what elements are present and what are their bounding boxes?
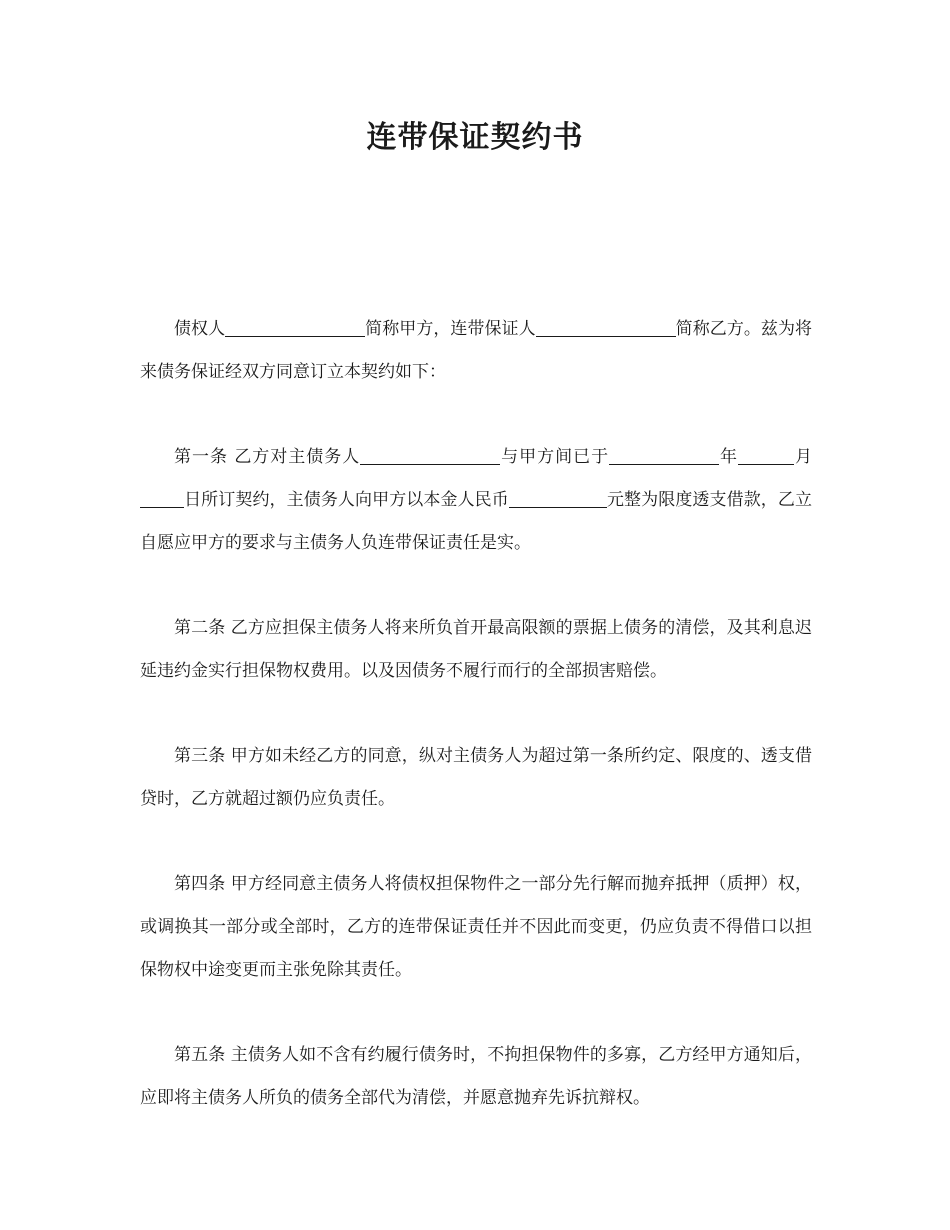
article-5-paragraph: 第五条 主债务人如不含有约履行债务时，不拘担保物件的多寡，乙方经甲方通知后，应即将主债务人所负的债务全部代为清偿，并愿意抛弃先诉抗辩权。 [140, 1045, 812, 1108]
article-1-text-3: 年 [719, 447, 739, 467]
intro-paragraph [140, 308, 812, 394]
article-2-paragraph: 第二条 乙方应担保主债务人将来所负首开最高限额的票据上债务的清偿，及其利息迟延违约金实行担保物权费用。以及因债务不履行而行的全部损害赔偿。 [140, 618, 812, 681]
day-blank[interactable] [140, 487, 184, 508]
article-1-text-2: 与甲方间已于 [500, 447, 610, 467]
article-1-text-4: 月 [794, 447, 813, 467]
principal-debtor-blank[interactable] [360, 444, 500, 465]
amount-blank[interactable] [509, 487, 607, 508]
month-blank[interactable] [738, 444, 794, 465]
article-3-paragraph: 第三条 甲方如未经乙方的同意，纵对主债务人为超过第一条所约定、限度的、透支借贷时，乙方就超过额仍应负责任。 [140, 746, 812, 809]
document-title: 连带保证契约书 [366, 120, 584, 155]
article-4-paragraph: 第四条 甲方经同意主债务人将债权担保物件之一部分先行解而抛弃抵押（质押）权，或调换其一部分或全部时，乙方的连带保证责任并不因此而变更，仍应负责不得借口以担保物权中途变更而主张免除其责任。 [140, 874, 812, 980]
year-blank[interactable] [609, 444, 719, 465]
guarantor-blank[interactable] [536, 316, 676, 337]
article-1-paragraph [140, 436, 812, 565]
intro-text-1: 债权人 [174, 319, 226, 339]
creditor-blank[interactable] [225, 316, 365, 337]
article-1-text-6: 元整为限度透支借款，乙立自愿应甲方的要求与主债务人负连带保证责任是实。 [140, 490, 812, 553]
intro-text-3: 简称乙方。兹为将来债务保证经双方同意订立本契约如下： [140, 319, 813, 382]
article-1-text-1: 第一条 乙方对主债务人 [174, 447, 361, 467]
intro-text-2: 简称甲方，连带保证人 [365, 319, 536, 339]
article-1-text-5: 日所订契约，主债务人向甲方以本金人民币 [184, 490, 509, 510]
